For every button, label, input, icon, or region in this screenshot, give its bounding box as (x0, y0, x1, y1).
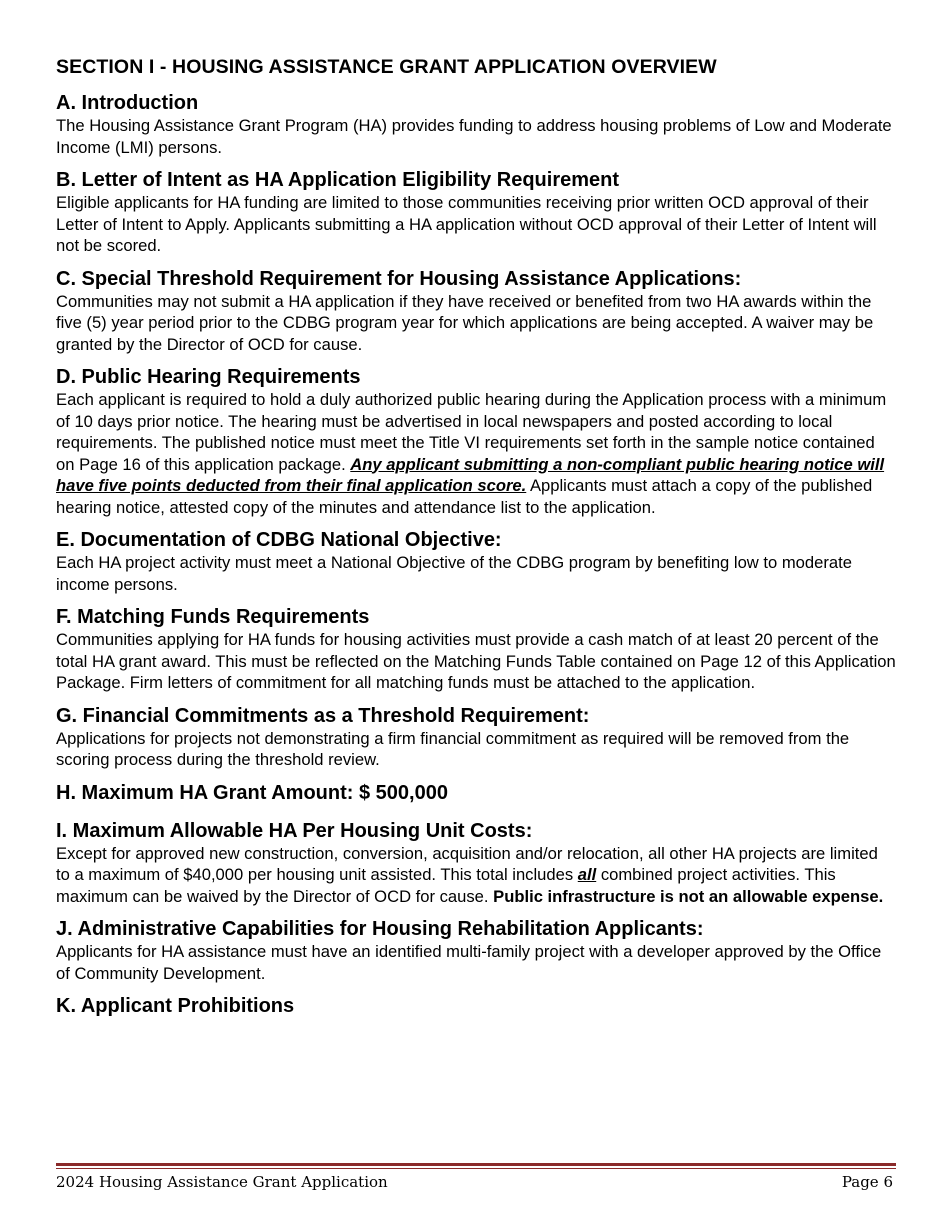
section-heading: H. Maximum HA Grant Amount: $ 500,000 (56, 781, 448, 804)
section-heading: E. Documentation of CDBG National Objective: (56, 529, 502, 551)
section-heading: J. Administrative Capabilities for Housing Rehabilitation Applicants: (56, 918, 704, 940)
footer-divider-thin (56, 1168, 896, 1169)
body-text: Except for approved new construction, conversion, acquisition and/or relocation, all other HA projects are limited to a maximum of $40,000 per housing unit assisted. This total includes (56, 843, 878, 884)
section-k (56, 994, 896, 1018)
body-text: Applicants must attach a copy of the published hearing notice, attested copy of the minutes and attendance list to the application. (56, 476, 873, 517)
section-body: Communities may not submit a HA application if they have received or benefited from two HA awards within the five (5) year period prior to the CDBG program year for which applications are being accepted. A waiver may be granted by the Director of OCD for cause. (56, 291, 874, 354)
body-text: Each applicant is required to hold a duly authorized public hearing during the Application process with a minimum of 10 days prior notice. The hearing must be advertised in local newspapers and posted according to local requirements. The published notice must meet the Title VI requirements set forth in the sample notice contained on Page 16 of this application package. (56, 390, 887, 474)
section-body: Communities applying for HA funds for housing activities must provide a cash match of at least 20 percent of the total HA grant award. This must be reflected on the Matching Funds Table contained on Page 12 of this Application Package. Firm letters of commitment for all matching funds must be attached to the application. (56, 630, 896, 692)
section-heading: I. Maximum Allowable HA Per Housing Unit Costs: (56, 819, 533, 842)
section-body: Each HA project activity must meet a National Objective of the CDBG program by benefiting low to moderate income persons. (56, 553, 852, 594)
section-heading: B. Letter of Intent as HA Application Eligibility Requirement (56, 169, 620, 191)
section-heading: A. Introduction (56, 92, 199, 114)
footer-document-title: 2024 Housing Assistance Grant Application (56, 1173, 388, 1191)
section-body (56, 389, 896, 518)
section-c (56, 267, 896, 356)
section-body (56, 843, 896, 908)
section-e (56, 528, 896, 595)
section-i (56, 819, 896, 908)
section-body: Applications for projects not demonstrating a firm financial commitment as required will be removed from the scoring process during the threshold review. (56, 728, 850, 769)
section-b (56, 168, 896, 257)
section-heading: C. Special Threshold Requirement for Housing Assistance Applications: (56, 267, 742, 290)
section-body: The Housing Assistance Grant Program (HA) provides funding to address housing problems of Low and Moderate Income (LMI) persons. (56, 116, 892, 157)
section-body: Eligible applicants for HA funding are limited to those communities receiving prior written OCD approval of their Letter of Intent to Apply. Applicants submitting a HA application without OCD approval of their Letter of Intent will not be scored. (56, 193, 877, 255)
section-heading: G. Financial Commitments as a Threshold Requirement: (56, 704, 590, 727)
section-body: Applicants for HA assistance must have an identified multi-family project with a developer approved by the Office of Community Development. (56, 942, 882, 983)
emphasis-text: all (577, 865, 597, 884)
section-heading: K. Applicant Prohibitions (56, 995, 295, 1017)
body-text: combined project activities. This maximum can be waived by the Director of OCD for cause. (56, 865, 836, 906)
section-g (56, 704, 896, 771)
emphasis-text: Any applicant submitting a non-compliant public hearing notice will have five points deducted from their final application score. (56, 454, 885, 495)
section-a (56, 91, 896, 158)
page-title: SECTION I - HOUSING ASSISTANCE GRANT APPLICATION OVERVIEW (56, 56, 717, 78)
document-page (56, 56, 896, 1028)
section-heading: D. Public Hearing Requirements (56, 366, 361, 388)
section-f (56, 605, 896, 694)
bold-text: Public infrastructure is not an allowable expense. (493, 886, 884, 906)
section-heading: F. Matching Funds Requirements (56, 606, 370, 628)
footer-divider (56, 1163, 896, 1166)
section-j (56, 917, 896, 984)
page-footer (56, 1173, 893, 1191)
footer-page-number: Page 6 (841, 1173, 893, 1191)
section-d (56, 365, 896, 518)
section-h (56, 781, 896, 805)
